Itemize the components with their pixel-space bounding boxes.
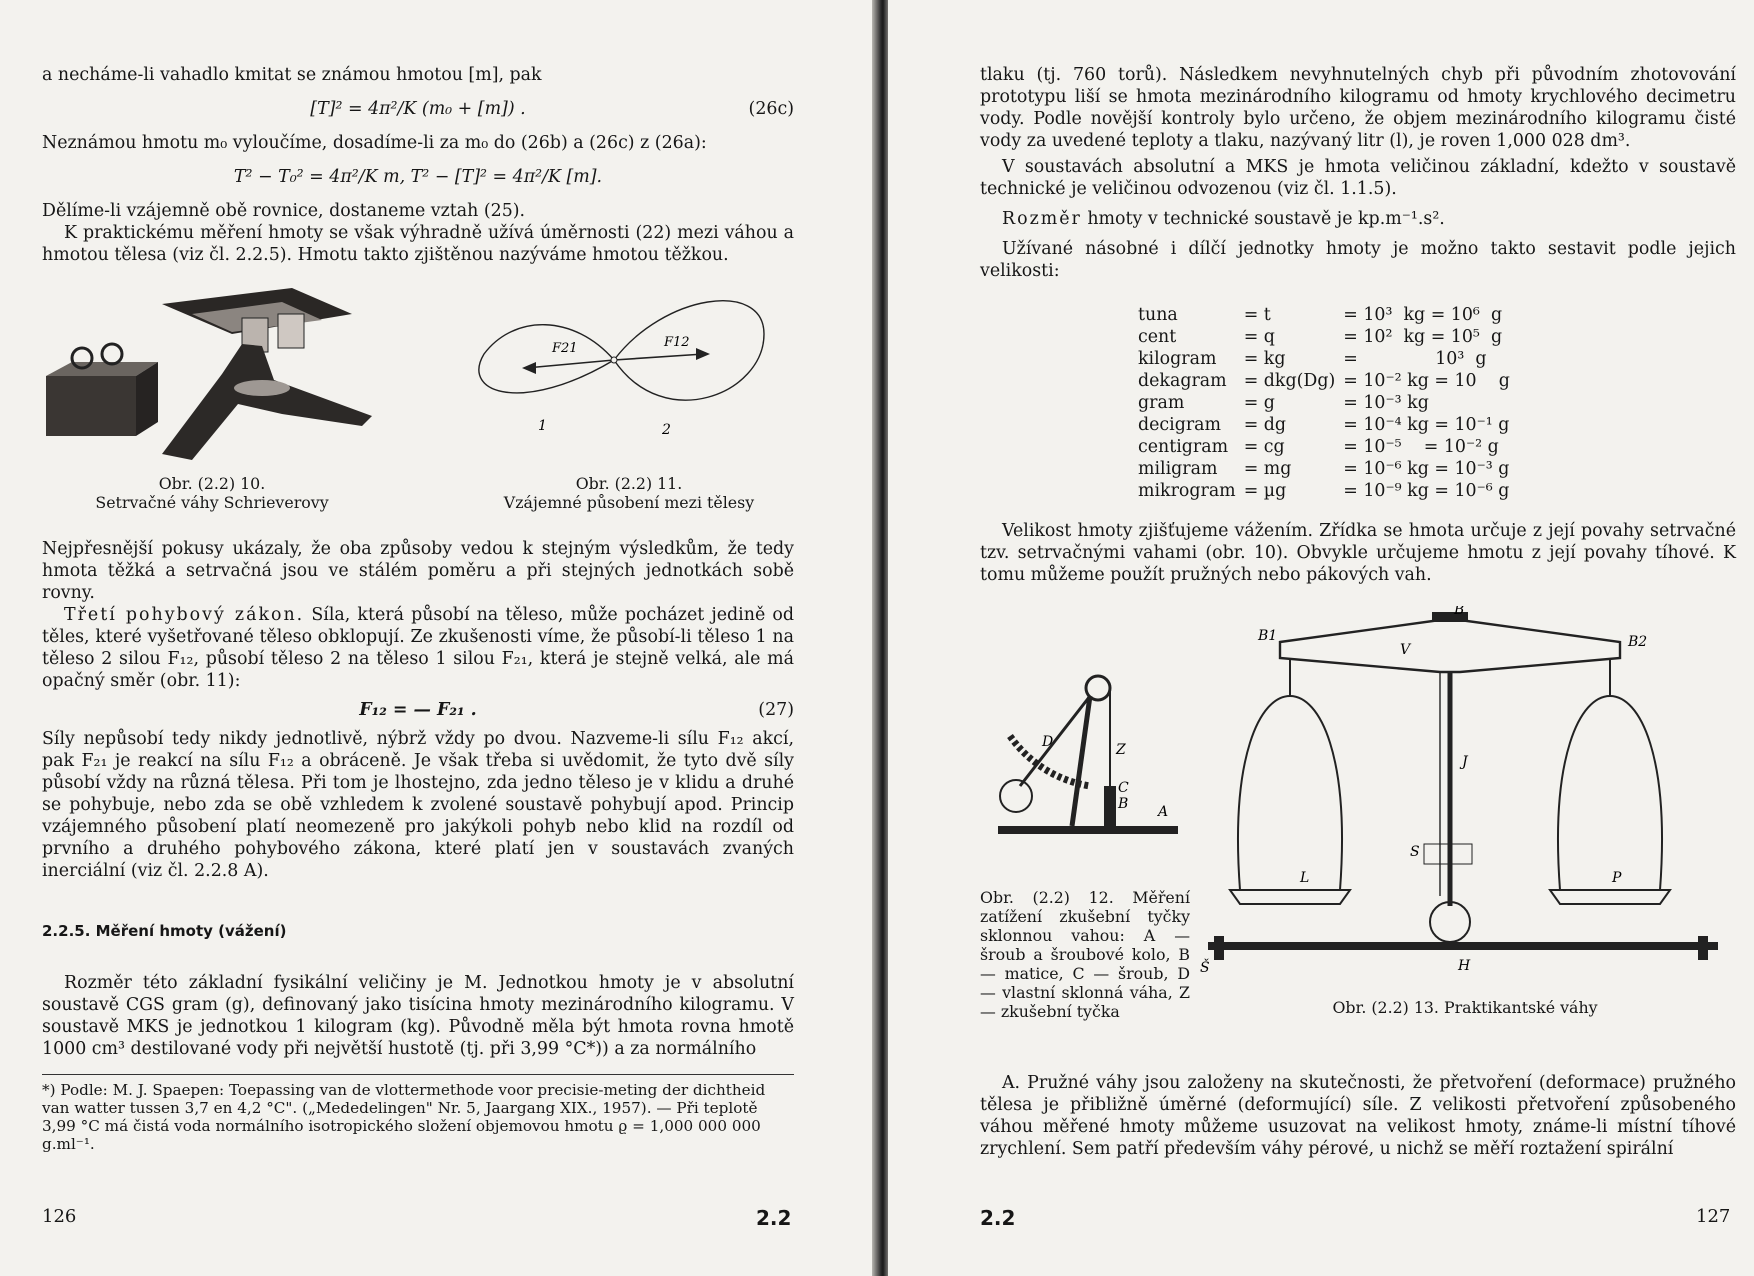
paragraph: Nejpřesnější pokusy ukázaly, že oba způsoby vedou k stejným výsledkům, že tedy hmota těžká a setrvačná jsou ve stálém poměru a při stejných jednotkách sobě rovny.	[42, 539, 794, 603]
unit-value: = 10⁻² kg = 10 g	[1343, 371, 1510, 391]
label-a: A	[1158, 804, 1169, 820]
label-l: L	[1300, 870, 1310, 886]
interaction-diagram	[464, 284, 794, 474]
label-p: P	[1612, 870, 1622, 886]
unit-value: = 10⁻³ kg	[1343, 393, 1429, 413]
unit-symbol: = cg	[1243, 437, 1285, 457]
paragraph: K praktickému měření hmoty se však výhradně užívá úměrnosti (22) mezi váhou a hmotou tělesa (viz čl. 2.2.5). Hmotu takto zjištěnou nazýváme hmotou těžkou.	[42, 223, 794, 265]
page-127	[888, 0, 1754, 1276]
figure-13-caption: Obr. (2.2) 13. Praktikantské váhy	[1332, 998, 1598, 1017]
unit-row	[1138, 304, 1518, 326]
unit-symbol: = dkg(Dg)	[1243, 371, 1336, 391]
unit-name: tuna	[1138, 305, 1178, 325]
figure-12	[980, 636, 1190, 1021]
lab-balance-drawing	[1200, 606, 1730, 990]
unit-name: mikrogram	[1138, 481, 1236, 501]
unit-symbol: = t	[1243, 305, 1271, 325]
equation-26c	[42, 86, 794, 132]
label-h: H	[1458, 958, 1471, 974]
unit-symbol: = kg	[1243, 349, 1286, 369]
unit-value: = 10⁻⁵ = 10⁻² g	[1343, 437, 1499, 457]
figure-10-caption-number: Obr. (2.2) 10.	[158, 474, 266, 493]
label-s-hacek: Š	[1200, 960, 1210, 976]
paragraph: a necháme-li vahadlo kmitat se známou hmotou [m], pak	[42, 65, 542, 85]
equation-number: (27)	[758, 700, 794, 720]
equation-text: [T]² = 4π²/K (m₀ + [m]) .	[310, 99, 526, 119]
inclined-balance-drawing	[980, 636, 1190, 856]
page-number: 126	[42, 1206, 77, 1227]
unit-row	[1138, 458, 1518, 480]
paragraph: Neznámou hmotu m₀ vyloučíme, dosadíme-li za m₀ do (26b) a (26c) z (26a):	[42, 133, 707, 153]
page-number: 127	[1696, 1206, 1731, 1227]
spaced-term: Rozměr	[1002, 209, 1082, 229]
unit-row	[1138, 326, 1518, 348]
label-b2: B2	[1628, 634, 1648, 650]
unit-symbol: = g	[1243, 393, 1275, 413]
paragraph: Rozměr této základní fysikální veličiny je M. Jednotkou hmoty je v absolutní soustavě CGS gram (g), definovaný jako tisícina hmoty mezinárodního kilogramu. V soustavě MKS je jednotkou 1 kilogram (kg). Původně měla být hmota rovna hmotě 1000 cm³ destilované vody při největší hustotě (tj. při 3,99 °C*)) a za normálního	[42, 973, 794, 1059]
schriever-balance-drawing	[42, 284, 382, 474]
unit-value: = 10⁻⁴ kg = 10⁻¹ g	[1343, 415, 1510, 435]
figure-11-caption-number: Obr. (2.2) 11.	[575, 474, 683, 493]
label-body-1: 1	[538, 418, 547, 434]
label-body-2: 2	[662, 422, 671, 438]
section-heading: 2.2.5. Měření hmoty (vážení)	[42, 922, 287, 940]
figure-12-caption: Obr. (2.2) 12. Měření zatížení zkušební tyčky sklonnou vahou: A — šroub a šroubové kolo, B — matice, C — šroub, D — vlastní sklonná váha, Z — zkušební tyčka	[980, 888, 1190, 1021]
label-b: B	[1454, 606, 1465, 618]
equation-27	[42, 692, 794, 728]
paragraph: Dělíme-li vzájemně obě rovnice, dostaneme vztah (25).	[42, 201, 526, 221]
page-127-text	[980, 64, 1736, 1160]
figure-11	[464, 284, 794, 512]
figure-10	[42, 284, 382, 512]
label-d: D	[1042, 734, 1054, 750]
units-table	[1138, 304, 1518, 502]
paragraph-text: Síla, která působí na těleso, může pocházet jedině od těles, které vyšetřované těleso obklopují. Ze zkušenosti víme, že působí-li těleso 1 na těleso 2 silou F₁₂, působí těleso 2 na těleso 1 silou F₂₁, která je stejně velká, ale má opačný směr (obr. 11):	[42, 605, 794, 691]
unit-value: = 10⁻⁶ kg = 10⁻³ g	[1343, 459, 1510, 479]
unit-symbol: = mg	[1243, 459, 1292, 479]
label-s: S	[1410, 844, 1420, 860]
units-table-body	[1138, 304, 1518, 502]
unit-value: = 10² kg = 10⁵ g	[1343, 327, 1503, 347]
unit-name: dekagram	[1138, 371, 1227, 391]
equation-pair	[42, 154, 794, 200]
unit-row	[1138, 436, 1518, 458]
label-b: B	[1118, 796, 1129, 812]
figure-10-caption-title: Setrvačné váhy Schrieverovy	[95, 493, 329, 512]
footnote: *) Podle: M. J. Spaepen: Toepassing van de vlottermethode voor precisie-meting der dichtheid van watter tussen 3,7 en 4,2 °C". („Mededelingen" Nr. 5, Jaargang XIX., 1957). — Při teplotě 3,99 °C má čistá voda normálního isotropického složení objemovou hmotu ϱ = 1,000 000 000 g.ml⁻¹.	[42, 1074, 794, 1153]
figure-row-right	[980, 606, 1736, 1026]
unit-row	[1138, 348, 1518, 370]
paragraph: V soustavách absolutní a MKS je hmota veličinou základní, kdežto v soustavě technické je veličinou odvozenou (viz čl. 1.1.5).	[980, 157, 1736, 199]
paragraph: A. Pružné váhy jsou založeny na skutečnosti, že přetvoření (deformace) pružného tělesa je přibližně úměrné (deformující) síle. Z velikosti přetvoření způsobeného váhou měřené hmoty můžeme usuzovat na velikost hmoty, známe-li místní tíhové zrychlení. Sem patří především váhy pérové, u nichž se měří roztažení spirální	[980, 1073, 1736, 1159]
label-z: Z	[1116, 742, 1126, 758]
unit-value: = 10⁻⁹ kg = 10⁻⁶ g	[1343, 481, 1510, 501]
unit-name: decigram	[1138, 415, 1222, 435]
unit-name: gram	[1138, 393, 1185, 413]
unit-row	[1138, 370, 1518, 392]
unit-name: cent	[1138, 327, 1177, 347]
equation-text: F₁₂ = — F₂₁ .	[359, 700, 477, 720]
unit-row	[1138, 414, 1518, 436]
unit-symbol: = dg	[1243, 415, 1287, 435]
paragraph-third-law	[42, 604, 794, 692]
label-f12: F12	[664, 335, 690, 350]
unit-symbol: = µg	[1243, 481, 1287, 501]
equation-text: T² − T₀² = 4π²/K m, T² − [T]² = 4π²/K [m].	[233, 167, 603, 187]
paragraph: tlaku (tj. 760 torů). Následkem nevyhnutelných chyb při původním zhotovování prototypu liší se hmota mezinárodního kilogramu od hmoty krychlového decimetru vody. Podle novější kontroly bylo určeno, že objem mezinárodního kilogramu čisté vody za uvedené teploty a tlaku, nazývaný litr (l), je roven 1,000 028 dm³.	[980, 65, 1736, 151]
label-v: V	[1400, 642, 1411, 658]
unit-name: kilogram	[1138, 349, 1217, 369]
paragraph: Síly nepůsobí tedy nikdy jednotlivě, nýbrž vždy po dvou. Nazveme-li sílu F₁₂ akcí, pak F₂₁ je reakcí na sílu F₁₂ a obráceně. Je však třeba si uvědomit, že tyto dvě síly působí vždy na různá tělesa. Při tom je lhostejno, zda jedno těleso je v klidu a druhé se pohybuje, nebo zda se obě vzhledem k zvolené soustavě pohybují apod. Princip vzájemného působení platí neomezeně pro jakýkoli pohyb nebo klid na rozdíl od prvního a druhého pohybového zákona, které platí jen v soustavách zvaných inerciální (viz čl. 2.2.8 A).	[42, 729, 794, 881]
paragraph: Velikost hmoty zjišťujeme vážením. Zřídka se hmota určuje z její povahy setrvačné tzv. setrvačnými vahami (obr. 10). Obvykle určujeme hmotu z její povahy tíhové. K tomu můžeme použít pružných nebo pákových vah.	[980, 521, 1736, 585]
unit-name: centigram	[1138, 437, 1229, 457]
equation-number: (26c)	[748, 99, 794, 119]
label-c: C	[1118, 780, 1129, 796]
label-f21: F21	[552, 341, 578, 356]
unit-symbol: = q	[1243, 327, 1275, 347]
paragraph-text: hmoty v technické soustavě je kp.m⁻¹.s².	[1081, 209, 1445, 229]
chapter-number: 2.2	[980, 1206, 1016, 1230]
chapter-number: 2.2	[756, 1206, 792, 1230]
figure-row	[42, 284, 794, 512]
page-126	[0, 0, 876, 1276]
unit-value: = 10³ kg = 10⁶ g	[1343, 305, 1503, 325]
paragraph-dimension	[980, 208, 1736, 230]
label-b1: B1	[1258, 628, 1278, 644]
paragraph: Užívané násobné i dílčí jednotky hmoty je možno takto sestavit podle jejich velikosti:	[980, 239, 1736, 281]
figure-13	[1200, 606, 1730, 1017]
page-126-text	[42, 64, 794, 1153]
unit-row	[1138, 480, 1518, 502]
unit-value: = 10³ g	[1343, 349, 1487, 369]
unit-name: miligram	[1138, 459, 1218, 479]
figure-11-caption-title: Vzájemné působení mezi tělesy	[503, 493, 755, 512]
spaced-term: Třetí pohybový zákon.	[64, 605, 305, 625]
unit-row	[1138, 392, 1518, 414]
label-j: J	[1462, 754, 1468, 770]
